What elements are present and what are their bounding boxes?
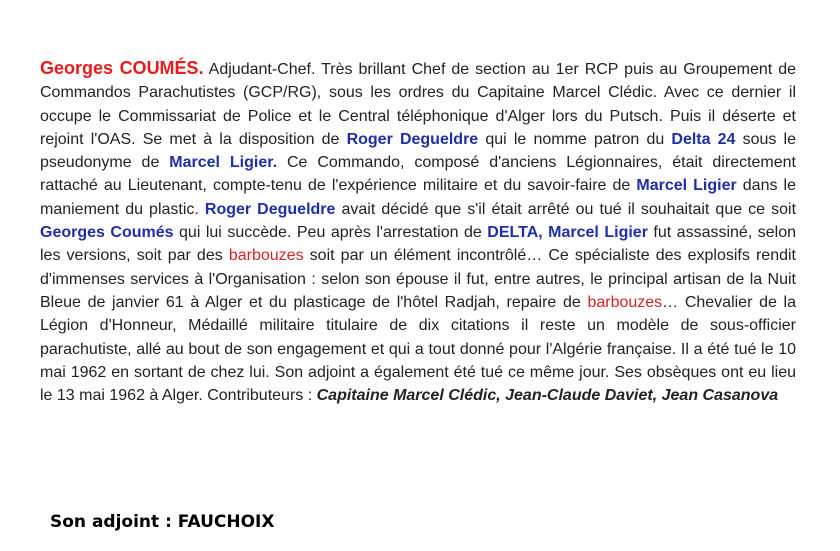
bio-text-9: soit par un élément incontrôlé… Ce spécialiste des explosifs rendit d'immenses services à l'Organisation : selon son épouse il fut, entre autres, le principal artisan de la Nuit Bleue de janvier 61 à Alger et du plasticage de l'hôtel Radjah, repaire de bbox=[40, 247, 796, 311]
bio-text-8: fut assassiné, selon les versions, soit par des bbox=[40, 224, 797, 265]
contributors-list: Capitaine Marcel Clédic, Jean-Claude Daviet, Jean Casanova bbox=[316, 387, 779, 405]
bio-text-4: Ce Commando, composé d'anciens Légionnaires, était directement rattaché au Lieutenant, compte-tenu de l'expérience militaire et du savoir-faire de bbox=[40, 154, 796, 195]
bio-text-10: … Chevalier de la Légion d'Honneur, Médaillé militaire titulaire de dix citations il reste un modèle de sous-officier parachutiste, allé au bout de son engagement et qui a tout donné pour l'Algérie française. Il a été tué le 10 mai 1962 en sortant de chez lui. Son adjoint a également été tué ce même jour. Ses obsèques ont eu lieu le 13 mai 1962 à Alger. Contributeurs : bbox=[40, 293, 797, 405]
alias-marcel-ligier: Marcel Ligier. bbox=[169, 154, 278, 172]
person-roger-degueldre-2: Roger Degueldre bbox=[204, 200, 336, 218]
biography-paragraph bbox=[40, 57, 796, 407]
bio-text-5: dans le maniement du plastic. bbox=[40, 177, 796, 218]
delta-marcel-ligier: DELTA, Marcel Ligier bbox=[487, 224, 648, 242]
bio-text-1: Adjudant-Chef. Très brillant Chef de section au 1er RCP puis au Groupement de Commandos Parachutistes (GCP/RG), sous les ordres du Capitaine Marcel Clédic. Avec ce dernier il occupe le Commissariat de Police et le Central téléphonique d'Alger lors du Putsch. Puis il déserte et rejoint l'OAS. Se met à la disposition de bbox=[40, 61, 796, 148]
alias-marcel-ligier-2: Marcel Ligier bbox=[636, 177, 737, 195]
bio-text-6: avait décidé que s'il était arrêté ou tué il souhaitait que ce soit bbox=[335, 200, 797, 218]
bio-text-2: qui le nomme patron du bbox=[478, 130, 672, 148]
person-roger-degueldre: Roger Degueldre bbox=[346, 130, 479, 148]
bio-text-3: sous le pseudonyme de bbox=[40, 130, 797, 172]
adjoint-caption: Son adjoint : FAUCHOIX bbox=[50, 512, 275, 532]
subject-name: Georges COUMÉS. bbox=[40, 58, 204, 78]
person-georges-coumes: Georges Coumés bbox=[40, 224, 174, 242]
term-barbouzes-2: barbouzes bbox=[587, 293, 663, 311]
bio-text-7: qui lui succède. Peu après l'arrestation de bbox=[173, 224, 488, 242]
term-barbouzes: barbouzes bbox=[228, 247, 304, 265]
unit-delta-24: Delta 24 bbox=[671, 130, 736, 148]
